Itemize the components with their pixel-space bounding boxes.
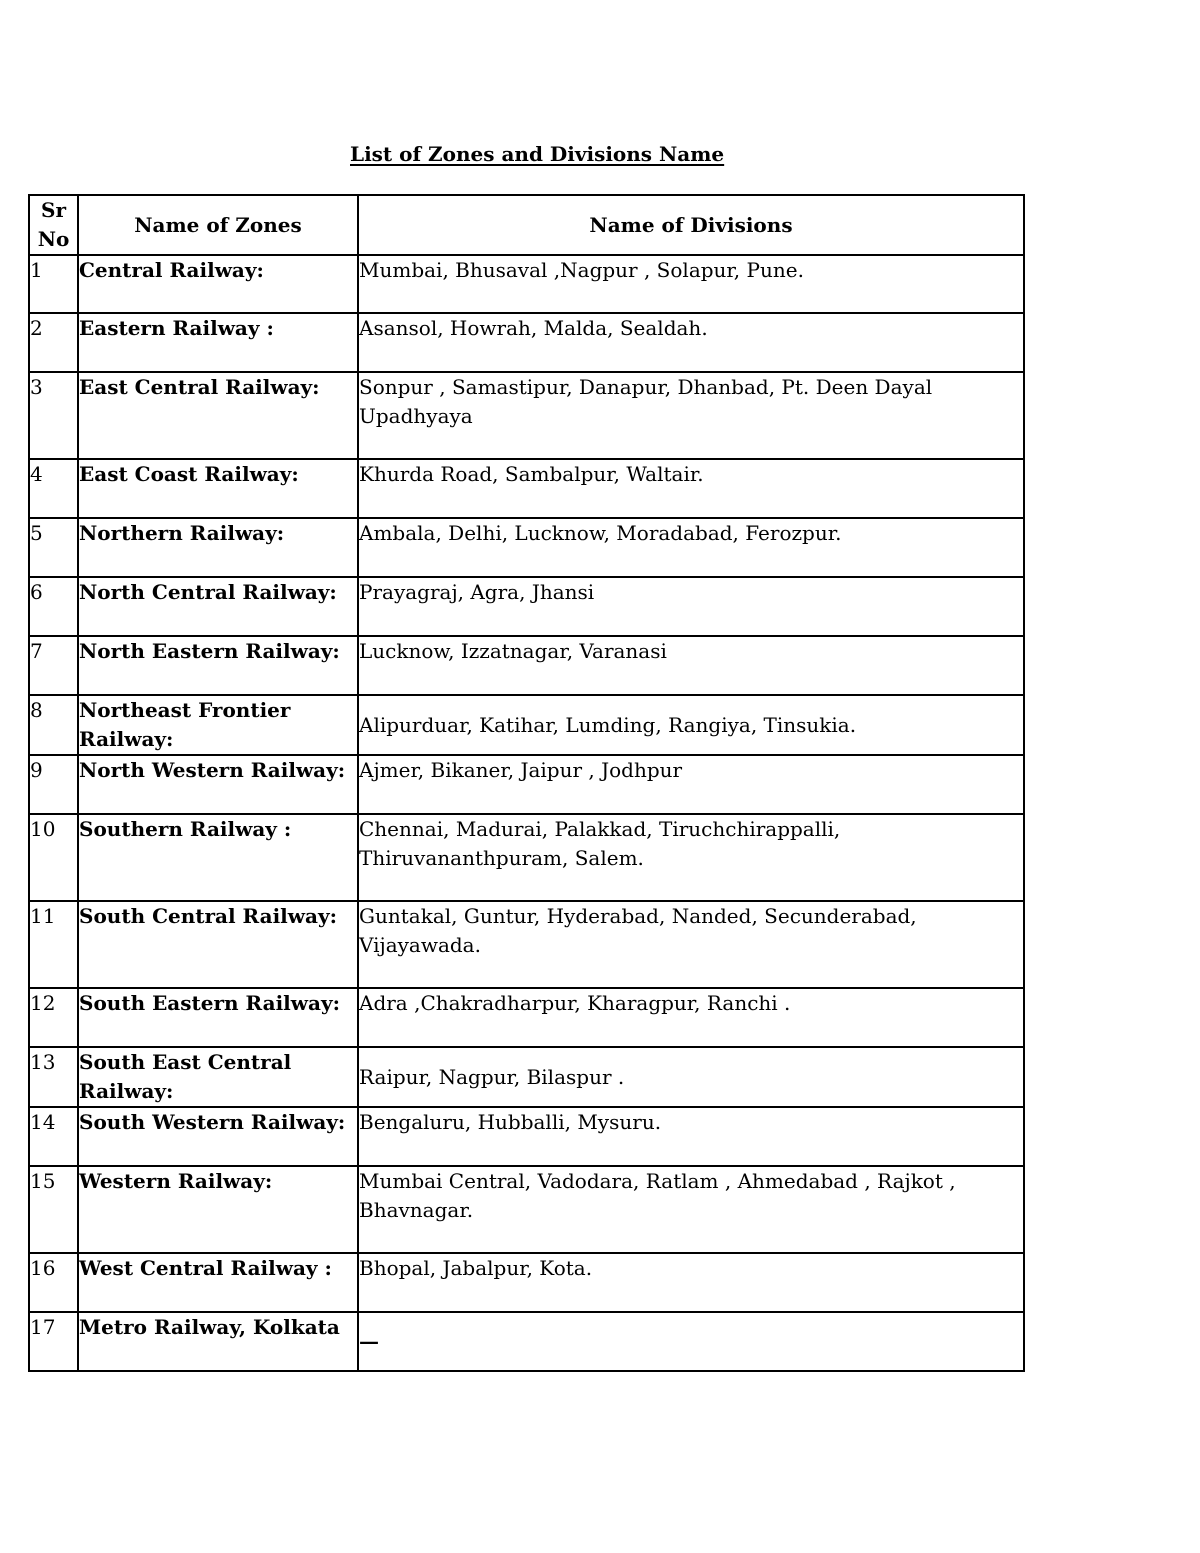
divisions-cell: Raipur, Nagpur, Bilaspur . xyxy=(358,1047,1024,1107)
divisions-cell: Bengaluru, Hubballi, Mysuru. xyxy=(358,1107,1024,1166)
divisions-cell: Chennai, Madurai, Palakkad, Tiruchchirappalli, Thiruvananthpuram, Salem. xyxy=(358,814,1024,901)
divisions-cell: Sonpur , Samastipur, Danapur, Dhanbad, Pt. Deen Dayal Upadhyaya xyxy=(358,372,1024,459)
divisions-cell: Guntakal, Guntur, Hyderabad, Nanded, Secunderabad, Vijayawada. xyxy=(358,901,1024,988)
table-row xyxy=(29,695,1024,755)
zone-cell: North Eastern Railway: xyxy=(78,636,358,695)
zone-cell: Western Railway: xyxy=(78,1166,358,1253)
table-row xyxy=(29,814,1024,901)
sr-cell: 10 xyxy=(29,814,78,901)
sr-cell: 11 xyxy=(29,901,78,988)
sr-cell: 7 xyxy=(29,636,78,695)
table-row xyxy=(29,313,1024,372)
divisions-cell: Lucknow, Izzatnagar, Varanasi xyxy=(358,636,1024,695)
zone-cell: Central Railway: xyxy=(78,255,358,313)
sr-cell: 14 xyxy=(29,1107,78,1166)
sr-cell: 9 xyxy=(29,755,78,814)
zone-cell: Northeast Frontier Railway: xyxy=(78,695,358,755)
divisions-cell xyxy=(358,1312,1024,1371)
zone-cell: North Western Railway: xyxy=(78,755,358,814)
table-row xyxy=(29,518,1024,577)
empty-dash: — xyxy=(359,1329,379,1353)
divisions-cell: Mumbai Central, Vadodara, Ratlam , Ahmedabad , Rajkot , Bhavnagar. xyxy=(358,1166,1024,1253)
divisions-cell: Ambala, Delhi, Lucknow, Moradabad, Ferozpur. xyxy=(358,518,1024,577)
sr-cell: 1 xyxy=(29,255,78,313)
zone-cell: South Central Railway: xyxy=(78,901,358,988)
header-zone-name: Name of Zones xyxy=(78,195,358,255)
table-row xyxy=(29,1253,1024,1312)
zone-cell: Metro Railway, Kolkata xyxy=(78,1312,358,1371)
zone-cell: Southern Railway : xyxy=(78,814,358,901)
table-row xyxy=(29,988,1024,1047)
sr-cell: 13 xyxy=(29,1047,78,1107)
sr-cell: 3 xyxy=(29,372,78,459)
zone-cell: East Central Railway: xyxy=(78,372,358,459)
header-sr-no: Sr No xyxy=(29,195,78,255)
zone-cell: North Central Railway: xyxy=(78,577,358,636)
sr-cell: 5 xyxy=(29,518,78,577)
sr-cell: 2 xyxy=(29,313,78,372)
sr-cell: 17 xyxy=(29,1312,78,1371)
table-row xyxy=(29,372,1024,459)
zone-cell: South Western Railway: xyxy=(78,1107,358,1166)
table-row xyxy=(29,1047,1024,1107)
table-row xyxy=(29,255,1024,313)
table-header-row xyxy=(29,195,1024,255)
divisions-cell: Prayagraj, Agra, Jhansi xyxy=(358,577,1024,636)
zone-cell: East Coast Railway: xyxy=(78,459,358,518)
divisions-cell: Khurda Road, Sambalpur, Waltair. xyxy=(358,459,1024,518)
zone-cell: Northern Railway: xyxy=(78,518,358,577)
table-row xyxy=(29,1107,1024,1166)
header-division-names: Name of Divisions xyxy=(358,195,1024,255)
zones-table xyxy=(28,194,1025,1372)
page-title: List of Zones and Divisions Name xyxy=(350,142,725,166)
zone-cell: South East Central Railway: xyxy=(78,1047,358,1107)
table-row xyxy=(29,1166,1024,1253)
zones-table-container xyxy=(30,194,1028,1374)
zone-cell: Eastern Railway : xyxy=(78,313,358,372)
divisions-cell: Ajmer, Bikaner, Jaipur , Jodhpur xyxy=(358,755,1024,814)
sr-cell: 8 xyxy=(29,695,78,755)
table-row xyxy=(29,755,1024,814)
sr-cell: 12 xyxy=(29,988,78,1047)
sr-cell: 4 xyxy=(29,459,78,518)
sr-cell: 16 xyxy=(29,1253,78,1312)
zone-cell: South Eastern Railway: xyxy=(78,988,358,1047)
table-row xyxy=(29,636,1024,695)
sr-cell: 15 xyxy=(29,1166,78,1253)
divisions-cell: Alipurduar, Katihar, Lumding, Rangiya, Tinsukia. xyxy=(358,695,1024,755)
table-row xyxy=(29,577,1024,636)
zone-cell: West Central Railway : xyxy=(78,1253,358,1312)
table-row xyxy=(29,1312,1024,1371)
sr-cell: 6 xyxy=(29,577,78,636)
divisions-cell: Mumbai, Bhusaval ,Nagpur , Solapur, Pune. xyxy=(358,255,1024,313)
table-row xyxy=(29,901,1024,988)
divisions-cell: Bhopal, Jabalpur, Kota. xyxy=(358,1253,1024,1312)
divisions-cell: Asansol, Howrah, Malda, Sealdah. xyxy=(358,313,1024,372)
divisions-cell: Adra ,Chakradharpur, Kharagpur, Ranchi . xyxy=(358,988,1024,1047)
table-row xyxy=(29,459,1024,518)
